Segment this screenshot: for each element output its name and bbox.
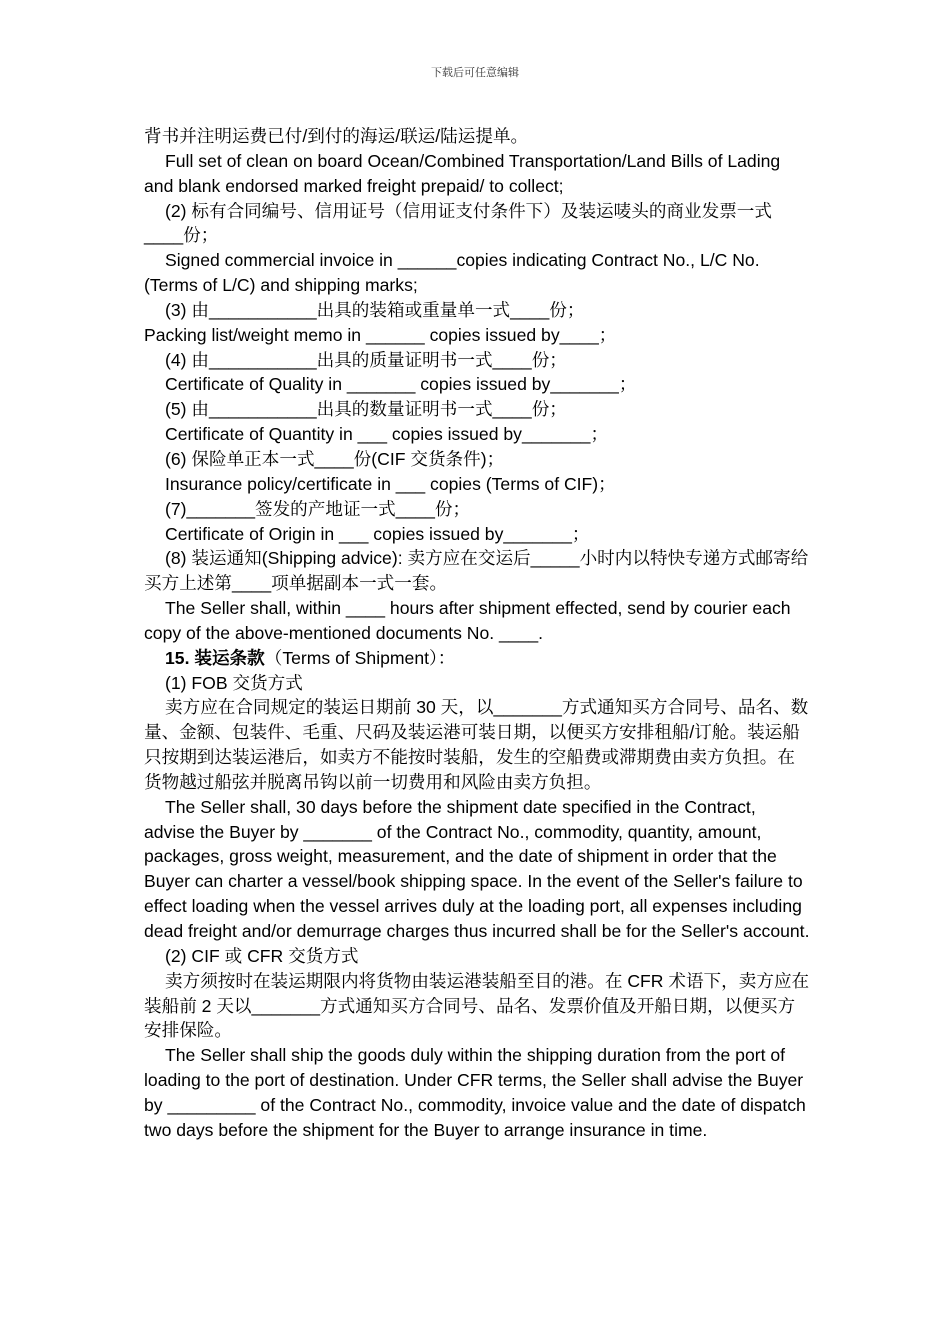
paragraph-quality-cert-en: Certificate of Quality in _______ copies issued by_______；: [165, 374, 637, 395]
paragraph-invoice-en: Signed commercial invoice in ______copies indicating Contract No., L/C No. (Terms of L/C) and shipping marks;: [144, 250, 760, 296]
paragraph-quantity-cert-cn: (5) 由___________出具的数量证明书一式____份；: [165, 399, 567, 420]
paragraph-insurance-en: Insurance policy/certificate in ___ copies (Terms of CIF)；: [165, 473, 616, 494]
section-title-en: （Terms of Shipment）：: [264, 647, 456, 668]
page-header: 下载后可任意编辑: [431, 66, 519, 79]
paragraph-packing-list-cn: (3) 由___________出具的装箱或重量单一式____份；: [165, 299, 585, 320]
document-body: [144, 124, 810, 1143]
paragraph-bill-of-lading-en: Full set of clean on board Ocean/Combined Transportation/Land Bills of Lading and blank endorsed marked freight prepaid/ to collect;: [144, 150, 781, 196]
paragraph-origin-cert-cn: (7)_______签发的产地证一式____份；: [165, 498, 471, 519]
section-title-cn: 装运条款: [189, 647, 265, 668]
paragraph-quality-cert-cn: (4) 由___________出具的质量证明书一式____份；: [165, 349, 567, 370]
paragraph-fob-cn: 卖方应在合同规定的装运日期前 30 天，以_______方式通知买方合同号、品名、数量、金额、包装件、毛重、尺码及装运港可装日期，以便买方安排租船/订舱。装运船只按期到达装运港后，如卖方不能按时装船，发生的空船费或滞期费由卖方负担。在货物越过船弦并脱离吊钩以前一切费用和风险由卖方负担。: [144, 697, 809, 792]
paragraph-invoice-cn: (2) 标有合同编号、信用证号（信用证支付条件下）及装运唛头的商业发票一式____份；: [144, 200, 772, 246]
paragraph-quantity-cert-en: Certificate of Quantity in ___ copies issued by_______；: [165, 424, 609, 445]
paragraph-packing-list-en: Packing list/weight memo in ______ copies issued by____；: [144, 324, 617, 345]
section-number: 15.: [165, 647, 190, 668]
subheading-fob: (1) FOB 交货方式: [165, 672, 303, 693]
section-heading-terms-of-shipment: [144, 646, 810, 671]
paragraph-cif-cfr-en: The Seller shall ship the goods duly within the shipping duration from the port of loading to the port of destination. Under CFR terms, the Seller shall advise the Buyer by _________ of the Contract No., commodity, invoice value and the date of dispatch two days before the shipment for the Buyer to arrange insurance in time.: [144, 1045, 806, 1140]
paragraph-fob-en: The Seller shall, 30 days before the shipment date specified in the Contract, advise the Buyer by _______ of the Contract No., commodity, quantity, amount, packages, gross weight, measurement, and the date of shipment in order that the Buyer can charter a vessel/book shipping space. In the event of the Seller's failure to effect loading when the vessel arrives duly at the loading port, all expenses including dead freight and/or demurrage charges thus incurred shall be for the Seller's account.: [144, 796, 810, 941]
paragraph-bill-of-lading-cn: 背书并注明运费已付/到付的海运/联运/陆运提单。: [144, 126, 529, 146]
subheading-cif-cfr: (2) CIF 或 CFR 交货方式: [165, 945, 359, 966]
paragraph-cif-cfr-cn: 卖方须按时在装运期限内将货物由装运港装船至目的港。在 CFR 术语下，卖方应在装船前 2 天以_______方式通知买方合同号、品名、发票价值及开船日期，以便买方安排保险。: [144, 970, 810, 1041]
paragraph-insurance-cn: (6) 保险单正本一式____份(CIF 交货条件)；: [165, 448, 505, 469]
paragraph-shipping-advice-cn: (8) 装运通知(Shipping advice): 卖方应在交运后_____小时内以特快专递方式邮寄给买方上述第____项单据副本一式一套。: [144, 548, 809, 594]
paragraph-shipping-advice-en: The Seller shall, within ____ hours after shipment effected, send by courier each copy of the above-mentioned documents No. ____.: [144, 598, 791, 643]
paragraph-origin-cert-en: Certificate of Origin in ___ copies issued by_______；: [165, 523, 590, 544]
